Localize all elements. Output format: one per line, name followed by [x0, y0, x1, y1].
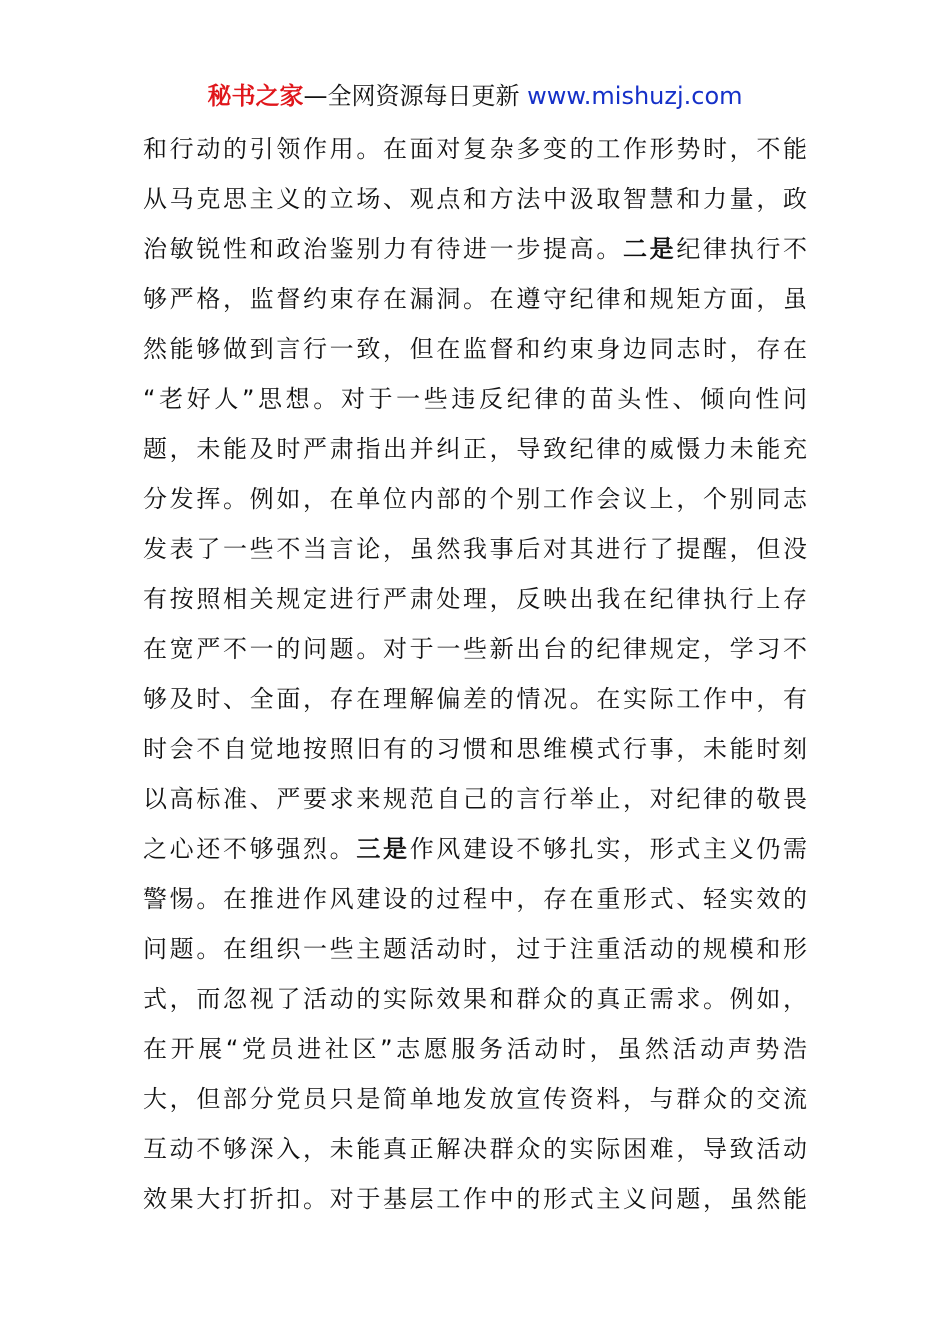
text-segment: 作风建设不够扎实，形式主义仍需: [409, 835, 807, 863]
section-marker: 二是: [623, 235, 677, 263]
text-line: 式，而忽视了活动的实际效果和群众的真正需求。例如，: [143, 985, 807, 1013]
text-line: 够及时、全面，存在理解偏差的情况。在实际工作中，有: [143, 685, 807, 713]
text-line: 够严格，监督约束存在漏洞。在遵守纪律和规矩方面，虽: [143, 285, 807, 313]
text-line: 发表了一些不当言论，虽然我事后对其进行了提醒，但没: [143, 535, 807, 563]
text-line: 在宽严不一的问题。对于一些新出台的纪律规定，学习不: [143, 635, 807, 663]
text-line: 有按照相关规定进行严肃处理，反映出我在纪律执行上存: [143, 585, 807, 613]
text-segment: 纪律执行不: [676, 235, 807, 263]
text-line: 和行动的引领作用。在面对复杂多变的工作形势时，不能: [143, 135, 807, 163]
text-line: 在开展“党员进社区”志愿服务活动时，虽然活动声势浩: [143, 1035, 807, 1063]
site-url[interactable]: www.mishuzj.com: [527, 82, 743, 110]
text-line: “老好人”思想。对于一些违反纪律的苗头性、倾向性问: [143, 385, 807, 413]
text-line: 以高标准、严要求来规范自己的言行举止，对纪律的敬畏: [143, 785, 807, 813]
text-line: 效果大打折扣。对于基层工作中的形式主义问题，虽然能: [143, 1185, 807, 1213]
text-line: [143, 824, 807, 874]
section-marker: 三是: [356, 835, 410, 863]
text-segment: 治敏锐性和政治鉴别力有待进一步提高。: [143, 235, 623, 263]
text-line: 问题。在组织一些主题活动时，过于注重活动的规模和形: [143, 935, 807, 963]
site-brand: 秘书之家: [207, 82, 304, 110]
text-line: [143, 224, 807, 274]
text-line: 时会不自觉地按照旧有的习惯和思维模式行事，未能时刻: [143, 735, 807, 763]
site-header: [0, 78, 950, 114]
text-line: 大，但部分党员只是简单地发放宣传资料，与群众的交流: [143, 1085, 807, 1113]
text-line: 互动不够深入，未能真正解决群众的实际困难，导致活动: [143, 1135, 807, 1163]
document-body: [143, 124, 807, 1224]
site-slogan: —全网资源每日更新: [303, 82, 528, 110]
text-line: 题，未能及时严肃指出并纠正，导致纪律的威慑力未能充: [143, 435, 807, 463]
text-line: 从马克思主义的立场、观点和方法中汲取智慧和力量，政: [143, 185, 807, 213]
text-line: 然能够做到言行一致，但在监督和约束身边同志时，存在: [143, 335, 807, 363]
text-segment: 之心还不够强烈。: [143, 835, 357, 863]
text-line: 警惕。在推进作风建设的过程中，存在重形式、轻实效的: [143, 885, 807, 913]
text-line: 分发挥。例如，在单位内部的个别工作会议上，个别同志: [143, 485, 807, 513]
